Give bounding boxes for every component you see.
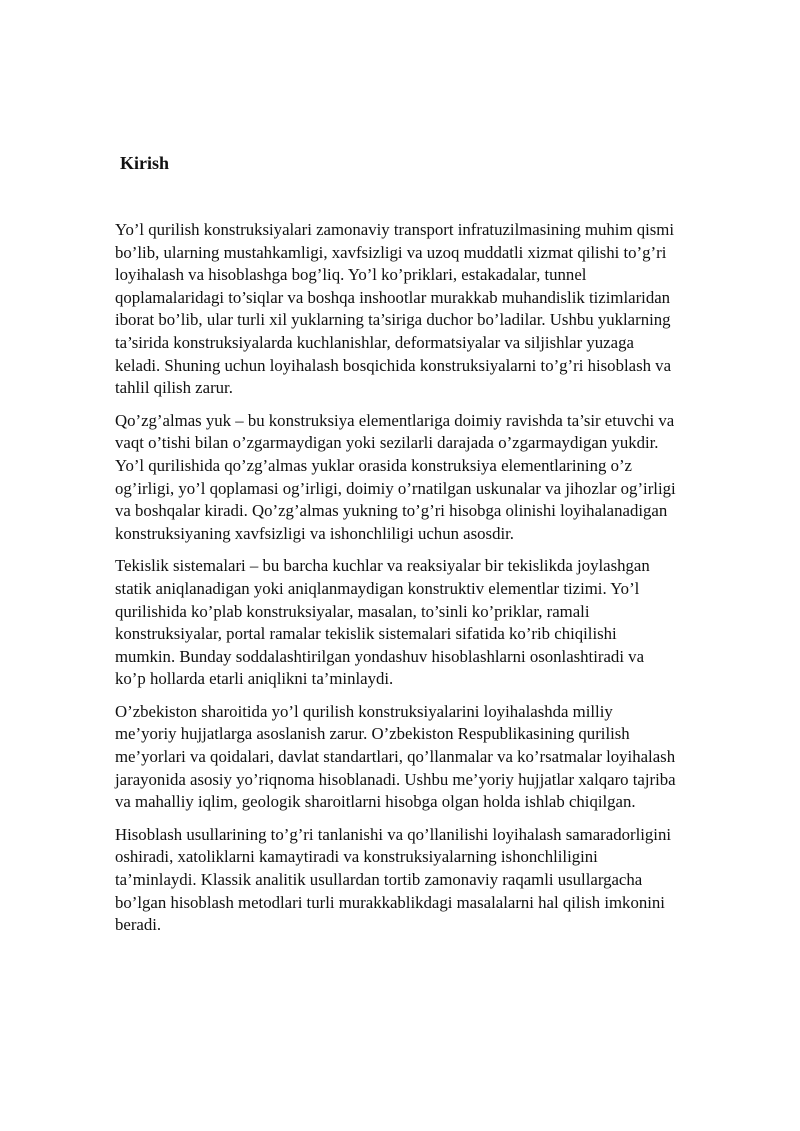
paragraph: [115, 555, 747, 691]
text-line: konstruksiyaning xavfsizligi va ishonchliligi uchun asosdir.: [115, 523, 514, 543]
text-line: ta’minlaydi. Klassik analitik usullardan tortib zamonaviy raqamli usullargacha: [115, 870, 643, 890]
text-line: va boshqalar kiradi. Qo’zg’almas yukning to’g’ri hisobga olinishi loyihalanadigan: [115, 501, 668, 521]
text-line: Yo’l qurilish konstruksiyalari zamonaviy transport infratuzilmasining muhim qismi: [115, 220, 675, 239]
text-line: Tekislik sistemalari – bu barcha kuchlar va reaksiyalar bir tekislikda joylashgan: [115, 556, 650, 576]
text-line: me’yoriy hujjatlarga asoslanish zarur. O’zbekiston Respublikasining qurilish: [115, 724, 630, 744]
text-line: oshiradi, xatoliklarni kamaytiradi va konstruksiyalarning ishonchliligini: [115, 847, 598, 867]
paragraph: [115, 410, 747, 546]
text-line: Hisoblash usullarining to’g’ri tanlanishi va qo’llanilishi loyihalash samaradorligini: [115, 824, 672, 844]
text-line: bo’lib, ularning mustahkamligi, xavfsizligi va uzoq muddatli xizmat qilishi to’g’ri: [115, 242, 667, 262]
section-heading: Kirish: [120, 153, 170, 173]
text-line: me’yorlari va qoidalari, davlat standartlari, qo’llanmalar va ko’rsatmalar loyihalash: [115, 747, 676, 767]
text-line: keladi. Shuning uchun loyihalash bosqichida konstruksiyalarni to’g’ri hisoblash va: [115, 355, 672, 375]
text-line: statik aniqlanadigan yoki aniqlanmaydigan konstruktiv elementlar tizimi. Yo’l: [115, 578, 640, 598]
text-line: qurilishida ko’plab konstruksiyalar, masalan, to’sinli ko’priklar, ramali: [115, 601, 590, 621]
text-line: tahlil qilish zarur.: [115, 378, 233, 398]
text-line: mumkin. Bunday soddalashtirilgan yondashuv hisoblashlarni osonlashtiradi va: [115, 646, 645, 666]
text-line: ta’sirida konstruksiyalarda kuchlanishlar, deformatsiyalar va siljishlar yuzaga: [115, 332, 634, 352]
text-line: qoplamalaridagi to’siqlar va boshqa inshootlar murakkab muhandislik tizimlaridan: [115, 287, 671, 307]
text-line: Yo’l qurilishida qo’zg’almas yuklar orasida konstruksiya elementlarining o’z: [115, 455, 632, 475]
text-line: og’irligi, yo’l qoplamasi og’irligi, doimiy o’rnatilgan uskunalar va jihozlar og’irligi: [115, 478, 676, 498]
text-line: beradi.: [115, 915, 162, 935]
document-body: [115, 219, 747, 947]
text-line: va mahalliy iqlim, geologik sharoitlarni hisobga olgan holda ishlab chiqilgan.: [115, 792, 636, 812]
paragraph: [115, 219, 747, 400]
paragraph: [115, 701, 747, 814]
text-line: O’zbekiston sharoitida yo’l qurilish konstruksiyalarini loyihalashda milliy: [115, 701, 613, 721]
text-line: vaqt o’tishi bilan o’zgarmaydigan yoki sezilarli darajada o’zgarmaydigan yukdir.: [115, 433, 659, 453]
text-line: loyihalash va hisoblashga bog’liq. Yo’l ko’priklari, estakadalar, tunnel: [115, 265, 587, 285]
text-line: Qo’zg’almas yuk – bu konstruksiya elementlariga doimiy ravishda ta’sir etuvchi va: [115, 410, 675, 430]
text-line: bo’lgan hisoblash metodlari turli murakkablikdagi masalalarni hal qilish imkonini: [115, 892, 665, 912]
text-line: iborat bo’lib, ular turli xil yuklarning ta’siriga duchor bo’ladilar. Ushbu yuklarning: [115, 310, 671, 330]
text-line: jarayonida asosiy yo’riqnoma hisoblanadi. Ushbu me’yoriy hujjatlar xalqaro tajriba: [115, 769, 676, 789]
text-line: ko’p hollarda etarli aniqlikni ta’minlaydi.: [115, 669, 394, 689]
paragraph: [115, 824, 747, 937]
text-line: konstruksiyalar, portal ramalar tekislik sistemalari sifatida ko’rib chiqilishi: [115, 624, 617, 644]
